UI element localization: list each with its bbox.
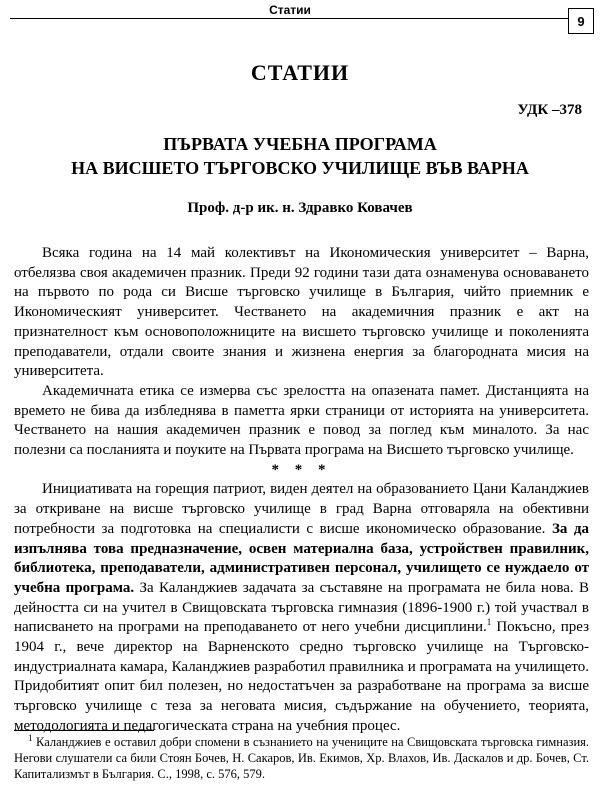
footnote-text: Каланджиев е оставил добри спомени в съзнанието на учениците на Свищовската търговска гимназия. Негови слушатели са били Стоян Бочев, Н. Сакаров, Ив. Екимов, Хр. Влахов, Ив. Даскалов и др. Бочев, Ст. Капитализмът в България. С., 1998, с. 576, 579.: [14, 735, 590, 781]
header-rule: [10, 18, 578, 19]
paragraph-1: Всяка година на 14 май колективът на Икономическия университет – Варна, отбелязва своя академичен празник. Преди 92 години тази дата ознаменува основаването на първото по рода си Висше търговско училище в България, чийто приемник е Икономическият университет. Честването на академичния празник е акт на признателност към основоположниците на висшето търговско училище и поколенията преподаватели, отдали своите знания и жизнена енергия за благородната мисия на университета.: [14, 245, 589, 380]
article-title: [0, 132, 600, 180]
article-body: [14, 244, 589, 737]
paragraph-3-bold: За да изпълнява това предназначение, освен материална база, устройствен правилник, библиотека, преподаватели, административен персонал, училището се нуждаело от учебна програма.: [14, 520, 589, 596]
paragraph-3-text-a: Инициативата на горещия патриот, виден деятел на образованието Цани Каланджиев за откриване на висше търговско училище в град Варна отговаряла на обективни потребности за подготовка на специалисти с висше икономическо образование.: [14, 481, 589, 537]
running-header: [10, 4, 570, 26]
section-separator: * * *: [271, 461, 332, 478]
page-number: 9: [568, 8, 594, 34]
paragraph-3-text-c: Покъсно, през 1904 г., вече директор на Варненското средно търговско училище на Търговско-индустриалната камара, Каланджиев разработил правилника и програмата на училището. Придобитият опит бил полезен, но недостатъчен за разработване на програма за висше търговско училище с теза за неговата мисия, съдържание на обучението, теорията, методологията и педагогическата страна на учебния процес.: [14, 619, 590, 734]
footnote: [14, 734, 589, 782]
article-title-line-2: НА ВИСШЕТО ТЪРГОВСКО УЧИЛИЩЕ ВЪВ ВАРНА: [71, 158, 529, 178]
udk-code: УДК –378: [517, 102, 582, 118]
section-title: СТАТИИ: [250, 60, 350, 85]
footnote-marker: 1: [28, 732, 33, 743]
article-author: Проф. д-р ик. н. Здравко Ковачев: [187, 200, 413, 216]
paragraph-3: [14, 480, 589, 736]
running-title: Статии: [269, 3, 311, 17]
footnote-ref: 1: [486, 617, 492, 628]
footnote-rule: [14, 730, 154, 731]
paragraph-3-text-b: За Каланджиев задачата за съставяне на програмата не била нова. В дейността си на учител в Свищовската търговска гимназия (1896-1900 г.) той участвал в написването на програми на преподаването от него учебни дисциплини.: [14, 579, 590, 636]
paragraph-2: Академичната етика се измерва със зрелостта на опазената памет. Дистанцията на времето не бива да избледнява в паметта ярки страници от историята на университета. Честването на нашия академичен празник е повод за поглед към миналото. За нас полезни са посланията и поуките на Първата програма на Висшето търговско училище.: [14, 382, 589, 459]
article-title-line-1: ПЪРВАТА УЧЕБНА ПРОГРАМА: [163, 134, 437, 154]
